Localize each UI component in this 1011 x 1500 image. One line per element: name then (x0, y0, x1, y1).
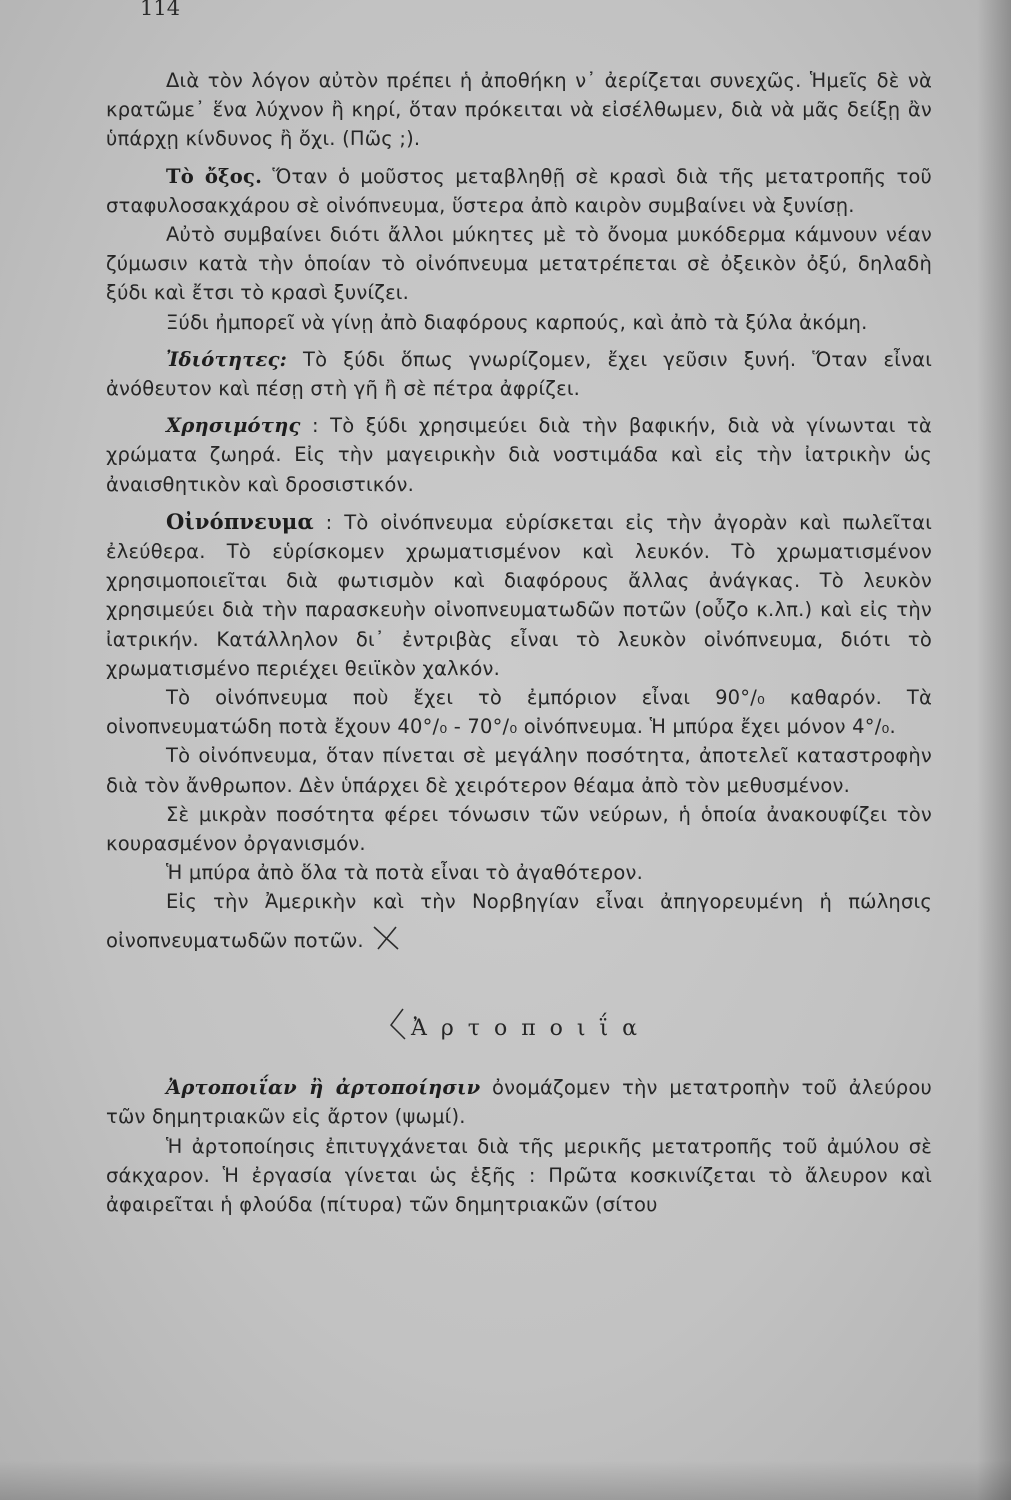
body-text (106, 66, 932, 1219)
paragraph-prohibition-text: Εἰς τὴν Ἀμερικὴν καὶ τὴν Νορβηγίαν εἶναι ἀπηγορευμένη ἡ πώλησις οἰνοπνευματωδῶν ποτῶν. (106, 890, 932, 952)
paragraph-usefulness-text: : Τὸ ξύδι χρησιμεύει διὰ τὴν βαφικήν, διὰ νὰ γίνωνται τὰ χρώματα ζωηρά. Εἰς τὴν μαγειρικὴν διὰ νοστιμάδα καὶ εἰς τὴν ἰατρικὴν ὡς ἀναισθητικὸν καὶ δροσιστικόν. (106, 414, 932, 496)
paragraph-vinegar-intro (106, 162, 932, 220)
paragraph-properties-text: Τὸ ξύδι ὅπως γνωρίζομεν, ἔχει γεῦσιν ξυνή. Ὅταν εἶναι ἀνόθευτον καὶ πέσῃ στὴ γῆ ἢ σὲ πέτρα ἀφρίζει. (106, 347, 932, 401)
paragraph-alcohol-percentages: Τὸ οἰνόπνευμα ποὺ ἔχει τὸ ἐμπόριον εἶναι 90°/₀ καθαρόν. Τὰ οἰνοπνευματώδη ποτὰ ἔχουν 40°/₀ - 70°/₀ οἰνόπνευμα. Ἡ μπύρα ἔχει μόνον 4°/₀. (106, 686, 932, 739)
paragraph-fermentation: Αὐτὸ συμβαίνει διότι ἄλλοι μύκητες μὲ τὸ ὄνομα μυκόδερμα κάμνουν νέαν ζύμωσιν κατὰ τὴν ὁποίαν τὸ οἰνόπνευμα μετατρέπεται σὲ ὀξεικὸν ὀξύ, δηλαδὴ ξύδι καὶ ἔτσι τὸ κρασὶ ξυνίζει. (106, 223, 932, 305)
paragraph-breadmaking-definition-text: ὀνομάζομεν τὴν μετατροπὴν τοῦ ἀλεύρου τῶν δημητριακῶν εἰς ἄρτον (ψωμί). (106, 1076, 932, 1129)
paragraph-vinegar-sources: Ξύδι ἠμπορεῖ νὰ γίνῃ ἀπὸ διαφόρους καρπούς, καὶ ἀπὸ τὰ ξύλα ἀκόμη. (166, 310, 868, 334)
paragraph-alcohol-text: : Τὸ οἰνόπνευμα εὑρίσκεται εἰς τὴν ἀγορὰν καὶ πωλεῖται ἐλεύθερα. Τὸ εὑρίσκομεν χρωματισμένον καὶ λευκόν. Τὸ χρωματισμένον χρησιμοποιεῖται διὰ φωτισμὸν καὶ διαφόρους ἄλλας ἀνάγκας. Τὸ λευκὸν χρησιμεύει διὰ τὴν παρασκευὴν οἰνοπνευματωδῶν ποτῶν (οὖζο κ.λπ.) καὶ εἰς τὴν ἰατρικήν. Κατάλληλον δι᾽ ἐντριβὰς εἶναι τὸ λευκὸν οἰνόπνευμα, διότι τὸ χρωματισμένο περιέχει θειϊκὸν χαλκόν. (106, 510, 932, 680)
heading-alcohol: Οἰνόπνευμα (166, 508, 314, 534)
heading-breadmaking: Ἀρτοποιΐαν ἢ ἀρτοποίησιν (166, 1076, 481, 1100)
section-title-text: Ἀρτοποιΐα (410, 1015, 652, 1041)
paragraph-breadmaking-process: Ἡ ἀρτοποίησις ἐπιτυγχάνεται διὰ τῆς μερικῆς μετατροπῆς τοῦ ἀμύλου σὲ σάκχαρον. Ἡ ἐργασία γίνεται ὡς ἑξῆς : Πρῶτα κοσκινίζεται τὸ ἄλευρον καὶ ἀφαιρεῖται ἡ φλούδα (πίτυρα) τῶν δημητριακῶν (σίτου (106, 1134, 932, 1216)
section-title-breadmaking (106, 1001, 932, 1043)
paragraph-usefulness (106, 411, 932, 499)
heading-usefulness: Χρησιμότης (166, 414, 301, 438)
heading-properties: Ἰδιότητες: (166, 347, 288, 371)
paragraph-prohibition (106, 887, 932, 954)
page-shadow-bottom (0, 1460, 1011, 1500)
paragraph-properties (106, 345, 932, 403)
pen-mark-cross-icon (370, 923, 404, 953)
paragraph-beer: Ἡ μπύρα ἀπὸ ὅλα τὰ ποτὰ εἶναι τὸ ἀγαθότερον. (166, 861, 643, 885)
paragraph-alcohol (106, 507, 932, 683)
paragraph-small-quantity: Σὲ μικρὰν ποσότητα φέρει τόνωσιν τῶν νεύρων, ἡ ὁποία ἀνακουφίζει τὸν κουρασμένον ὀργανισμόν. (106, 802, 932, 856)
pen-mark-bracket-icon (387, 1007, 407, 1041)
paragraph-vinegar-intro-text: Ὅταν ὁ μοῦστος μεταβληθῇ σὲ κρασὶ διὰ τῆς μετατροπῆς τοῦ σταφυλοσακχάρου σὲ οἰνόπνευμα, ὕστερα ἀπὸ καιρὸν συμβαίνει νὰ ξυνίσῃ. (106, 164, 932, 217)
page-shadow-right (977, 0, 1011, 1500)
page-number: 114 (140, 0, 181, 20)
paragraph-breadmaking-definition (106, 1073, 932, 1131)
paragraph-ventilation: Διὰ τὸν λόγον αὐτὸν πρέπει ἡ ἀποθήκη ν᾽ ἀερίζεται συνεχῶς. Ἡμεῖς δὲ νὰ κρατῶμε᾽ ἕνα λύχνον ἢ κηρί, ὅταν πρόκειται νὰ εἰσέλθωμεν, διὰ νὰ μᾶς δείξῃ ἂν ὑπάρχῃ κίνδυνος ἢ ὄχι. (Πῶς ;). (106, 69, 932, 151)
heading-vinegar: Τὸ ὄξος. (166, 164, 263, 188)
paragraph-alcohol-harm: Τὸ οἰνόπνευμα, ὅταν πίνεται σὲ μεγάλην ποσότητα, ἀποτελεῖ καταστροφὴν διὰ τὸν ἄνθρωπον. Δὲν ὑπάρχει δὲ χειρότερον θέαμα ἀπὸ τὸν μεθυσμένον. (106, 744, 932, 797)
